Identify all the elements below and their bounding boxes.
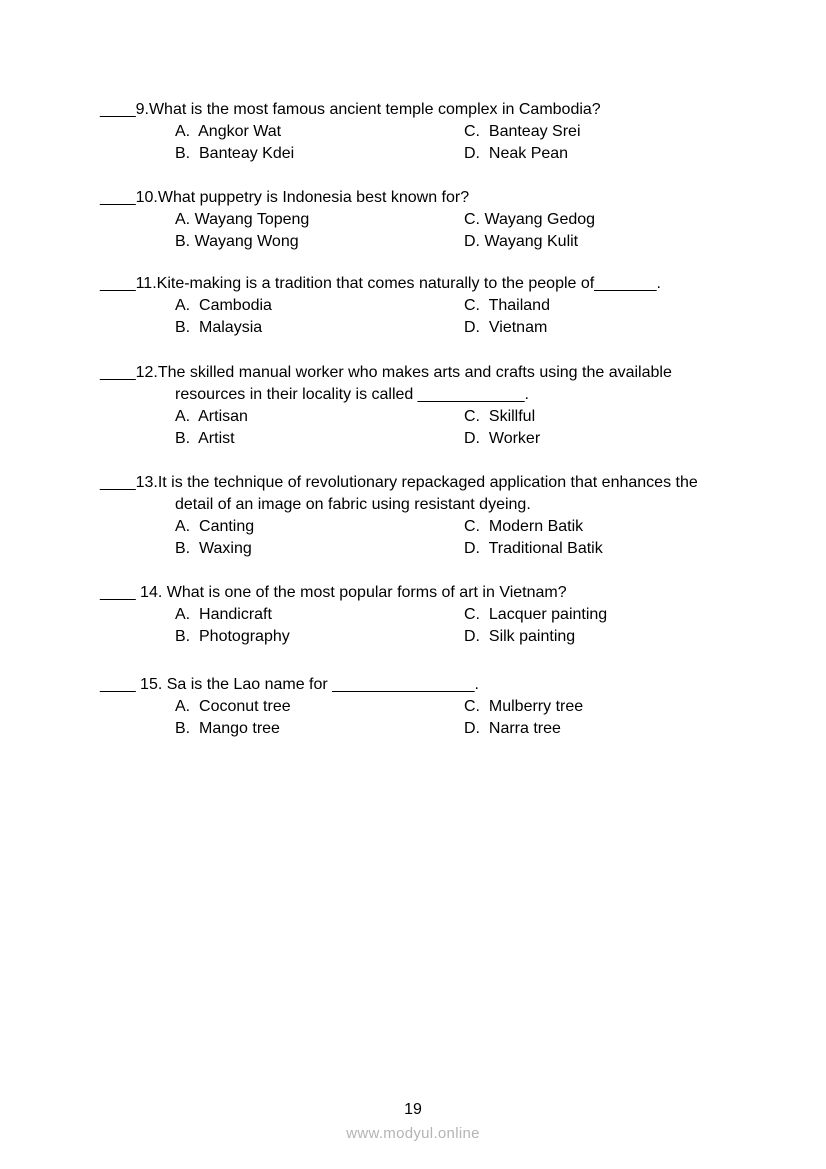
- answer-blank: ____: [100, 275, 136, 292]
- question-text: 13.It is the technique of revolutionary repackaged application that enhances the: [135, 474, 698, 491]
- question-13: [100, 472, 698, 494]
- option-b: B. Waxing: [175, 540, 252, 557]
- question-text: 15. Sa is the Lao name for ________________.: [135, 676, 479, 693]
- page-number: 19: [404, 1101, 422, 1118]
- answer-blank: ____: [100, 474, 136, 491]
- option-a: A. Handicraft: [175, 606, 272, 623]
- question-9: [100, 99, 601, 121]
- option-c: C. Lacquer painting: [464, 606, 608, 623]
- option-d: D. Narra tree: [464, 720, 561, 737]
- watermark: www.modyul.online: [346, 1125, 480, 1142]
- option-d: D. Silk painting: [464, 628, 576, 645]
- question-12: [100, 362, 672, 384]
- question-14: [100, 582, 567, 604]
- question-10: [100, 187, 469, 209]
- question-text-continuation: detail of an image on fabric using resistant dyeing.: [175, 496, 531, 513]
- option-c: C. Modern Batik: [464, 518, 584, 535]
- option-a: A. Cambodia: [175, 297, 272, 314]
- option-d: D. Traditional Batik: [464, 540, 603, 557]
- option-d: D. Worker: [464, 430, 541, 447]
- option-c: C. Mulberry tree: [464, 698, 584, 715]
- option-d: D. Wayang Kulit: [464, 233, 579, 250]
- question-text: 10.What puppetry is Indonesia best known for?: [135, 189, 470, 206]
- answer-blank: ____: [100, 364, 136, 381]
- question-text: 11.Kite-making is a tradition that comes naturally to the people of_______.: [135, 275, 661, 292]
- option-b: B. Banteay Kdei: [175, 145, 295, 162]
- option-c: C. Thailand: [464, 297, 550, 314]
- question-text: 12.The skilled manual worker who makes arts and crafts using the available: [135, 364, 672, 381]
- option-c: C. Skillful: [464, 408, 536, 425]
- question-15: [100, 674, 479, 696]
- option-a: A. Artisan: [175, 408, 248, 425]
- question-11: [100, 273, 661, 295]
- option-b: B. Wayang Wong: [175, 233, 299, 250]
- option-a: A. Wayang Topeng: [175, 211, 310, 228]
- question-text-continuation: resources in their locality is called ____________.: [175, 386, 529, 403]
- answer-blank: ____: [100, 101, 136, 118]
- answer-blank: ____: [100, 189, 136, 206]
- option-b: B. Malaysia: [175, 319, 263, 336]
- option-b: B. Photography: [175, 628, 290, 645]
- question-text: 14. What is one of the most popular forms of art in Vietnam?: [135, 584, 567, 601]
- option-c: C. Banteay Srei: [464, 123, 581, 140]
- option-b: B. Mango tree: [175, 720, 280, 737]
- question-text: 9.What is the most famous ancient temple complex in Cambodia?: [135, 101, 601, 118]
- option-a: A. Coconut tree: [175, 698, 291, 715]
- answer-blank: ____: [100, 676, 136, 693]
- option-d: D. Vietnam: [464, 319, 548, 336]
- answer-blank: ____: [100, 584, 136, 601]
- option-d: D. Neak Pean: [464, 145, 569, 162]
- option-b: B. Artist: [175, 430, 235, 447]
- option-c: C. Wayang Gedog: [464, 211, 596, 228]
- option-a: A. Angkor Wat: [175, 123, 282, 140]
- option-a: A. Canting: [175, 518, 255, 535]
